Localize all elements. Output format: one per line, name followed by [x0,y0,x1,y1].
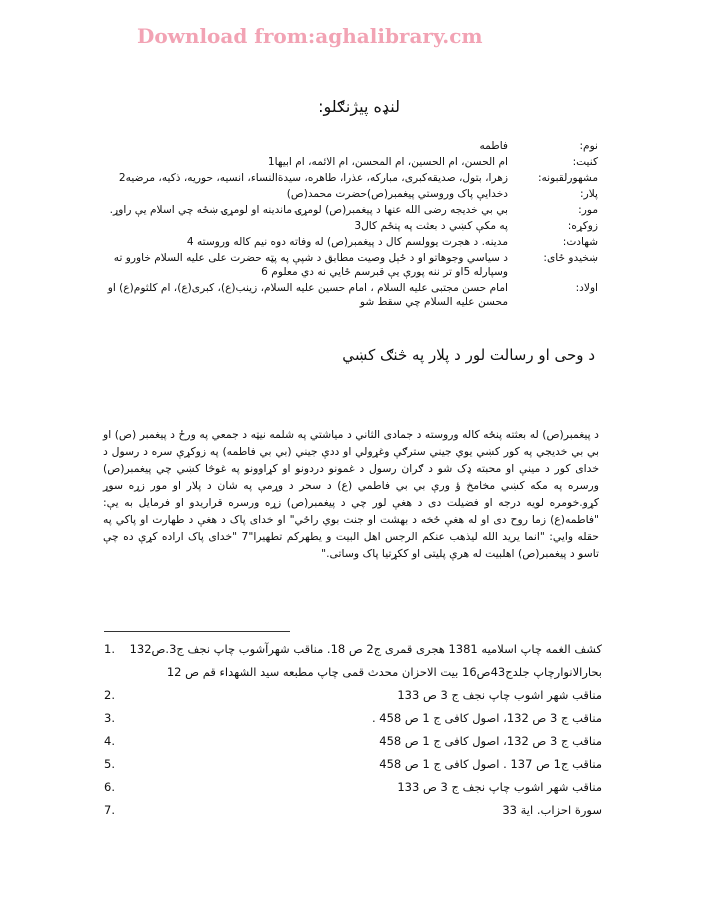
info-label: مشهورلقبونه: [537,172,598,184]
info-label: كنيت: [572,156,598,168]
section-title: لنډه پيژنګلو: [318,97,400,116]
info-value: مدينه. د هجرت يوولسم كال د پيغمبر(ص) له وفاته دوه نيم كاله وروسته 4 [186,236,508,248]
footnote-text: مناقب ج1 ص 137 . اصول كافى ج 1 ص 458 [379,757,602,771]
info-label: اولاد: [575,282,598,294]
info-value: دخدايې پاک وروستي پيغمبر(ص)حضرت محمد(ص) [286,188,508,200]
section-heading: د وحی او رسالت لور د پلار په څنګ کښي [342,346,595,364]
footnote-text: مناقب ج 3 ص 132، اصول كافى ج 1 ص 458 . [371,711,602,725]
info-label: مور: [578,204,598,216]
footnote-text: مناقب شهر اشوب چاپ نجف ج 3 ص 133 [397,780,602,794]
footnote-item [104,776,602,799]
footnote-item [104,684,602,707]
footnote-number: 1. [104,642,115,656]
body-paragraph: د پيغمبر(ص) له بعثته پنځه كاله وروسته د جمادی الثاني د مياشتي په شلمه نيټه د جمعي په ورځ د پيغمبر (ص) او بي بي خديجي په كور كښي يوي جيني سترګې وغړولي او ددې جيني (بي بي فاطمه) په زوكړې سره د رسول د خداى كور د مينې او محبته ډک شو د ګران رسول د غمونو دردونو او كړاوونو په غوڅا كښي چي پيغمبر(ص) ورسره په مكه كښي مخامخ ؤ ورې بي بي فاطمي (ع) د سحر د وړمې په شان د پلار او مور زړه سوړ كړو.خومره لويه درجه او فضيلت دی د هغې لور چي د پيغمبر(ص) زړه ورسره قراريدو او فرمايل به يې: "فاطمه(ع) زما روح دى او له هغې ځخه د بهشت او جنت بوي راځي" او خداى پاک د هغې د طهارت او پاكي په حقله وايي: "انما يريد الله ليذهب عنكم الرجس اهل البيت و يطهركم تطهيرا"7 "خداى پاک اراده كړې ده چې تاسو د پيغمبر(ص) اهلبيت له هرې پليتى او ككړتيا پاک وساتى." [103,428,599,560]
footnote-item [104,638,602,684]
footnote-item [104,707,602,730]
info-value: فاطمه [479,140,508,152]
info-label: زوکړه: [567,220,598,232]
footnote-item [104,730,602,753]
info-value: په مكې كښي د بعثت په پنځم كال3 [354,220,508,232]
info-row-children [104,281,598,309]
info-label: ښخيدو ځاى: [543,252,598,264]
info-value: ام الحسن، ام الحسين، ام المحسن، ام الائمه، ام ابيها1 [267,156,508,168]
info-label: شهادت: [562,236,598,248]
info-row-mother [104,203,598,217]
footnote-number: 3. [104,711,115,725]
footnote-divider [104,631,290,632]
footnote-text: مناقب شهر اشوب چاپ نجف ج 3 ص 133 [397,688,602,702]
footnote-text: سورة احزاب. اية 33 [502,803,602,817]
footnote-number: 7. [104,803,115,817]
info-value: زهرا، بتول، صديقه‌كبرى، مباركه، عذرا، طاهره، سيدة‌النساء، انسيه، حوريه، ذكيه، مرضيه2 [118,172,508,184]
info-value: امام حسن مجتبى عليه السلام ، امام حسين عليه السلام، زينب(ع)، كبرى(ع)، ام كلثوم(ع) او محسن عليه السلام چي سقط شو [107,282,508,308]
info-value: د سياسي وجوهاتو او د ځېل وصيت مطابق د شپې په پټه حضرت على عليه السلام خاورو ته وسپارله 5او تر ننه پورې يې قبرسم ځايي نه دي معلوم 6 [113,252,508,278]
footnote-item [104,753,602,776]
info-label: پلار: [580,188,598,200]
info-row-kunya [104,155,598,169]
footnote-number: 4. [104,734,115,748]
info-label: نوم: [579,140,598,152]
footnote-text: مناقب ج 3 ص 132، اصول كافى ج 1 ص 458 [379,734,602,748]
footnotes [104,638,602,822]
info-value: بي بي خديجه رضى الله عنها د پيغمبر(ص) لومړۍ ماندينه او لومړۍ ښځه چي اسلام يې راوړ. [109,204,508,216]
info-row-name [104,139,598,153]
watermark: Download from:aghalibrary.cm [137,24,483,48]
info-row-burial [104,251,598,279]
info-row-titles [104,171,598,185]
footnote-number: 6. [104,780,115,794]
info-row-father [104,187,598,201]
footnote-number: 2. [104,688,115,702]
footnote-number: 5. [104,757,115,771]
footnote-item [104,799,602,822]
info-row-birth [104,219,598,233]
info-row-martyrdom [104,235,598,249]
info-table [104,139,598,311]
footnote-text: كشف الغمه چاپ اسلاميه 1381 هجرى قمرى ج2 ص 18. مناقب شهرآشوب چاپ نجف ج3.ص132 بحارالانوارچاپ جلدج43ص16 بيت الاحزان محدث قمى چاپ مطبعه سيد الشهداء قم ص 12 [129,642,602,679]
